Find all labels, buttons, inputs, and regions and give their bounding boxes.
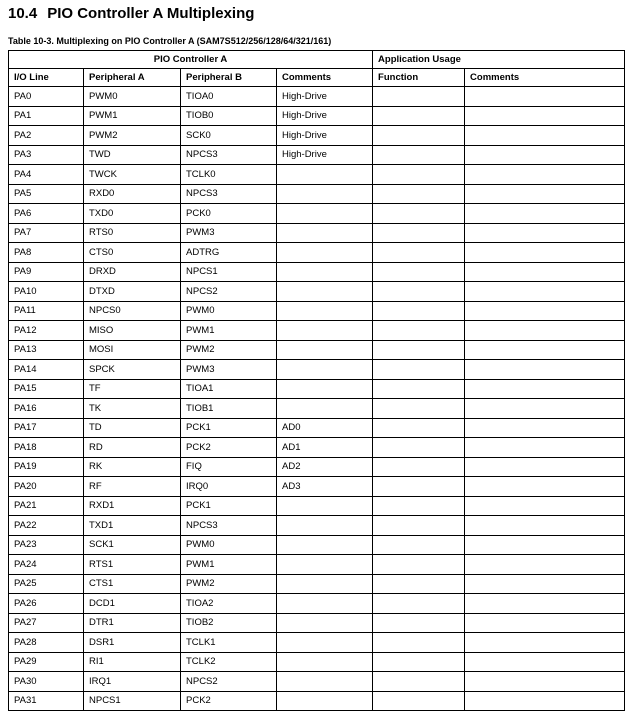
column-header-app-comments: Comments [465,69,625,87]
app-comments-cell [465,477,625,497]
comments-cell [277,204,373,224]
peripheral-b-cell: TIOA1 [181,379,277,399]
io-line-cell: PA7 [9,223,84,243]
table-row [9,418,625,438]
io-line-cell: PA8 [9,243,84,263]
function-cell [373,126,465,146]
peripheral-a-cell: DCD1 [84,594,181,614]
app-comments-cell [465,594,625,614]
app-comments-cell [465,379,625,399]
io-line-cell: PA25 [9,574,84,594]
peripheral-a-cell: NPCS1 [84,691,181,711]
comments-cell: High-Drive [277,87,373,107]
peripheral-a-cell: DSR1 [84,633,181,653]
function-cell [373,262,465,282]
comments-cell [277,535,373,555]
peripheral-a-cell: RXD0 [84,184,181,204]
comments-cell [277,691,373,711]
io-line-cell: PA6 [9,204,84,224]
table-row [9,516,625,536]
app-comments-cell [465,516,625,536]
app-comments-cell [465,145,625,165]
table-row [9,360,625,380]
function-cell [373,633,465,653]
app-comments-cell [465,282,625,302]
comments-cell [277,555,373,575]
peripheral-b-cell: PWM2 [181,574,277,594]
app-comments-cell [465,340,625,360]
peripheral-b-cell: PWM3 [181,223,277,243]
io-line-cell: PA1 [9,106,84,126]
function-cell [373,496,465,516]
peripheral-b-cell: NPCS2 [181,282,277,302]
table-row [9,457,625,477]
function-cell [373,360,465,380]
io-line-cell: PA20 [9,477,84,497]
io-line-cell: PA21 [9,496,84,516]
table-caption: Table 10-3. Multiplexing on PIO Controller A (SAM7S512/256/128/64/321/161) [8,36,332,46]
peripheral-b-cell: NPCS3 [181,184,277,204]
column-header-peripheral-a: Peripheral A [84,69,181,87]
peripheral-b-cell: FIQ [181,457,277,477]
peripheral-b-cell: PCK1 [181,418,277,438]
table-row [9,574,625,594]
column-header-row [9,69,625,87]
section-title: PIO Controller A Multiplexing [47,5,255,22]
app-comments-cell [465,457,625,477]
comments-cell [277,165,373,185]
comments-cell [277,516,373,536]
function-cell [373,516,465,536]
io-line-cell: PA30 [9,672,84,692]
function-cell [373,418,465,438]
peripheral-b-cell: TIOB2 [181,613,277,633]
table-row [9,652,625,672]
comments-cell: High-Drive [277,126,373,146]
table-header [9,51,625,87]
app-comments-cell [465,613,625,633]
comments-cell [277,594,373,614]
io-line-cell: PA18 [9,438,84,458]
io-line-cell: PA17 [9,418,84,438]
column-header-peripheral-b: Peripheral B [181,69,277,87]
function-cell [373,535,465,555]
comments-cell [277,360,373,380]
io-line-cell: PA13 [9,340,84,360]
function-cell [373,223,465,243]
table-row [9,165,625,185]
io-line-cell: PA3 [9,145,84,165]
peripheral-b-cell: NPCS3 [181,516,277,536]
function-cell [373,574,465,594]
peripheral-a-cell: PWM0 [84,87,181,107]
peripheral-a-cell: TWCK [84,165,181,185]
comments-cell [277,379,373,399]
io-line-cell: PA19 [9,457,84,477]
peripheral-a-cell: SPCK [84,360,181,380]
peripheral-a-cell: NPCS0 [84,301,181,321]
comments-cell [277,633,373,653]
table-row [9,477,625,497]
io-line-cell: PA4 [9,165,84,185]
app-comments-cell [465,672,625,692]
peripheral-b-cell: PWM2 [181,340,277,360]
peripheral-b-cell: TCLK2 [181,652,277,672]
peripheral-a-cell: TD [84,418,181,438]
app-comments-cell [465,301,625,321]
peripheral-b-cell: PWM0 [181,535,277,555]
app-comments-cell [465,399,625,419]
function-cell [373,457,465,477]
peripheral-a-cell: TK [84,399,181,419]
comments-cell [277,652,373,672]
peripheral-a-cell: RD [84,438,181,458]
table-row [9,243,625,263]
peripheral-b-cell: IRQ0 [181,477,277,497]
table-row [9,633,625,653]
column-header-comments: Comments [277,69,373,87]
table-row [9,379,625,399]
table-row [9,672,625,692]
io-line-cell: PA23 [9,535,84,555]
peripheral-a-cell: RXD1 [84,496,181,516]
function-cell [373,594,465,614]
pio-controller-group-header: PIO Controller A [9,51,373,69]
table-row [9,691,625,711]
function-cell [373,204,465,224]
table-row [9,204,625,224]
comments-cell: AD1 [277,438,373,458]
io-line-cell: PA29 [9,652,84,672]
comments-cell [277,223,373,243]
io-line-cell: PA14 [9,360,84,380]
table-row [9,223,625,243]
peripheral-a-cell: TF [84,379,181,399]
function-cell [373,379,465,399]
app-comments-cell [465,204,625,224]
application-usage-group-header: Application Usage [373,51,625,69]
peripheral-a-cell: RF [84,477,181,497]
app-comments-cell [465,87,625,107]
peripheral-a-cell: RTS0 [84,223,181,243]
comments-cell [277,672,373,692]
table-row [9,340,625,360]
peripheral-a-cell: PWM1 [84,106,181,126]
peripheral-b-cell: PCK2 [181,438,277,458]
peripheral-b-cell: SCK0 [181,126,277,146]
peripheral-a-cell: SCK1 [84,535,181,555]
column-header-function: Function [373,69,465,87]
comments-cell: High-Drive [277,106,373,126]
comments-cell [277,399,373,419]
table-row [9,282,625,302]
peripheral-a-cell: MOSI [84,340,181,360]
io-line-cell: PA5 [9,184,84,204]
peripheral-b-cell: PWM1 [181,555,277,575]
io-line-cell: PA16 [9,399,84,419]
comments-cell [277,613,373,633]
io-line-cell: PA31 [9,691,84,711]
comments-cell: AD3 [277,477,373,497]
peripheral-a-cell: DTR1 [84,613,181,633]
comments-cell [277,496,373,516]
table-row [9,184,625,204]
peripheral-b-cell: TIOB0 [181,106,277,126]
peripheral-b-cell: PCK0 [181,204,277,224]
function-cell [373,555,465,575]
table-row [9,301,625,321]
comments-cell [277,301,373,321]
peripheral-b-cell: TCLK0 [181,165,277,185]
group-header-row [9,51,625,69]
peripheral-a-cell: DRXD [84,262,181,282]
function-cell [373,243,465,263]
io-line-cell: PA0 [9,87,84,107]
app-comments-cell [465,223,625,243]
peripheral-b-cell: NPCS3 [181,145,277,165]
function-cell [373,399,465,419]
table-row [9,399,625,419]
section-number: 10.4 [8,5,38,22]
peripheral-a-cell: TWD [84,145,181,165]
peripheral-a-cell: RI1 [84,652,181,672]
app-comments-cell [465,262,625,282]
app-comments-cell [465,321,625,341]
function-cell [373,672,465,692]
app-comments-cell [465,574,625,594]
peripheral-b-cell: PCK2 [181,691,277,711]
peripheral-a-cell: RTS1 [84,555,181,575]
table-row [9,594,625,614]
function-cell [373,165,465,185]
function-cell [373,340,465,360]
function-cell [373,145,465,165]
io-line-cell: PA12 [9,321,84,341]
app-comments-cell [465,496,625,516]
io-line-cell: PA9 [9,262,84,282]
app-comments-cell [465,360,625,380]
app-comments-cell [465,184,625,204]
table-row [9,496,625,516]
peripheral-b-cell: ADTRG [181,243,277,263]
io-line-cell: PA10 [9,282,84,302]
io-line-cell: PA22 [9,516,84,536]
peripheral-a-cell: TXD1 [84,516,181,536]
peripheral-a-cell: RK [84,457,181,477]
comments-cell [277,574,373,594]
peripheral-b-cell: PWM1 [181,321,277,341]
peripheral-a-cell: TXD0 [84,204,181,224]
table-row [9,555,625,575]
table-row [9,145,625,165]
peripheral-b-cell: TCLK1 [181,633,277,653]
comments-cell: AD2 [277,457,373,477]
function-cell [373,477,465,497]
multiplexing-table [8,50,625,711]
app-comments-cell [465,106,625,126]
comments-cell [277,184,373,204]
table-row [9,106,625,126]
peripheral-b-cell: TIOA2 [181,594,277,614]
comments-cell [277,243,373,263]
function-cell [373,438,465,458]
function-cell [373,282,465,302]
comments-cell: High-Drive [277,145,373,165]
comments-cell [277,282,373,302]
function-cell [373,652,465,672]
function-cell [373,301,465,321]
io-line-cell: PA26 [9,594,84,614]
app-comments-cell [465,535,625,555]
app-comments-cell [465,555,625,575]
io-line-cell: PA24 [9,555,84,575]
peripheral-b-cell: PWM0 [181,301,277,321]
peripheral-a-cell: PWM2 [84,126,181,146]
peripheral-a-cell: CTS1 [84,574,181,594]
app-comments-cell [465,438,625,458]
table-row [9,438,625,458]
app-comments-cell [465,126,625,146]
function-cell [373,321,465,341]
column-header-io-line: I/O Line [9,69,84,87]
peripheral-b-cell: TIOB1 [181,399,277,419]
peripheral-a-cell: MISO [84,321,181,341]
table-body [9,87,625,711]
app-comments-cell [465,652,625,672]
app-comments-cell [465,165,625,185]
peripheral-a-cell: IRQ1 [84,672,181,692]
comments-cell [277,262,373,282]
peripheral-b-cell: TIOA0 [181,87,277,107]
peripheral-b-cell: NPCS1 [181,262,277,282]
section-heading [8,5,254,22]
peripheral-a-cell: CTS0 [84,243,181,263]
table-row [9,321,625,341]
app-comments-cell [465,691,625,711]
table-row [9,87,625,107]
table-row [9,613,625,633]
table-row [9,262,625,282]
app-comments-cell [465,633,625,653]
io-line-cell: PA27 [9,613,84,633]
function-cell [373,106,465,126]
app-comments-cell [465,243,625,263]
comments-cell: AD0 [277,418,373,438]
io-line-cell: PA2 [9,126,84,146]
app-comments-cell [465,418,625,438]
function-cell [373,87,465,107]
function-cell [373,691,465,711]
peripheral-a-cell: DTXD [84,282,181,302]
comments-cell [277,321,373,341]
peripheral-b-cell: NPCS2 [181,672,277,692]
io-line-cell: PA28 [9,633,84,653]
io-line-cell: PA15 [9,379,84,399]
peripheral-b-cell: PCK1 [181,496,277,516]
io-line-cell: PA11 [9,301,84,321]
table-row [9,126,625,146]
function-cell [373,613,465,633]
table-row [9,535,625,555]
comments-cell [277,340,373,360]
function-cell [373,184,465,204]
peripheral-b-cell: PWM3 [181,360,277,380]
